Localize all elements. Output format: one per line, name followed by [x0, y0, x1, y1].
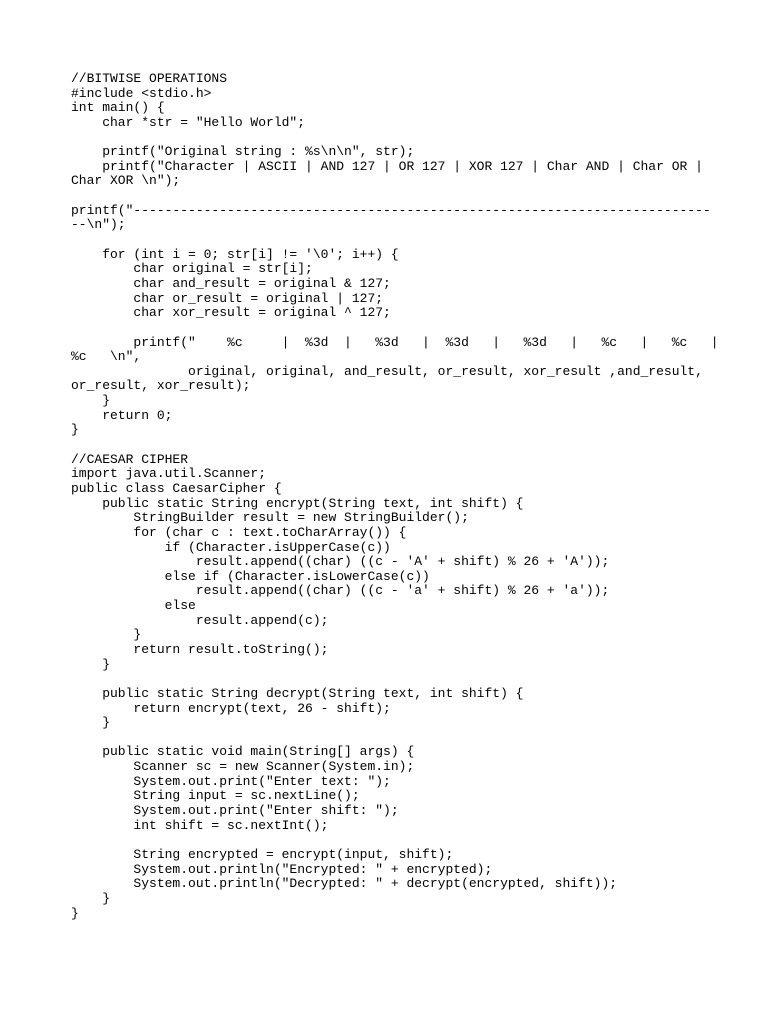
code-line: for (char c : text.toCharArray()) { [71, 524, 407, 540]
code-line [71, 189, 701, 204]
code-line: printf("Original string : %s\n\n", str); [71, 144, 415, 160]
code-line: printf("-------------------------------------------------------------------------- [71, 202, 711, 218]
code-line: result.append(c); [71, 612, 329, 628]
code-line: System.out.println("Decrypted: " + decrypt(encrypted, shift)); [71, 876, 618, 892]
code-line: } [71, 627, 142, 643]
code-line: result.append((char) ((c - 'A' + shift) % 26 + 'A')); [71, 554, 610, 570]
code-line: or_result, xor_result); [71, 378, 251, 394]
code-line: original, original, and_result, or_result, xor_result ,and_result, [71, 363, 703, 379]
code-line: public static void main(String[] args) { [71, 744, 415, 760]
code-line: } [71, 905, 79, 921]
code-line: //CAESAR CIPHER [71, 451, 189, 467]
code-line: System.out.print("Enter text: "); [71, 773, 391, 789]
code-listing [71, 71, 719, 921]
code-line: Scanner sc = new Scanner(System.in); [71, 759, 415, 775]
code-line: int shift = sc.nextInt(); [71, 817, 329, 833]
code-line: for (int i = 0; str[i] != '\0'; i++) { [71, 246, 399, 262]
code-line: if (Character.isUpperCase(c)) [71, 539, 391, 555]
code-line: return 0; [71, 407, 173, 423]
code-line: public static String encrypt(String text, int shift) { [71, 495, 524, 511]
code-line: %c \n", [71, 349, 142, 365]
code-line: char or_result = original | 127; [71, 290, 384, 306]
code-line: printf(" %c | %3d | %3d | %3d | %3d | %c | %c | [71, 334, 719, 350]
code-line: import java.util.Scanner; [71, 466, 267, 482]
code-line: } [71, 890, 111, 906]
code-line: char *str = "Hello World"; [71, 114, 306, 130]
code-line: String input = sc.nextLine(); [71, 788, 360, 804]
code-line: System.out.print("Enter shift: "); [71, 803, 399, 819]
code-line: System.out.println("Encrypted: " + encrypted); [71, 861, 493, 877]
code-line [71, 833, 701, 848]
code-line: String encrypted = encrypt(input, shift); [71, 846, 454, 862]
code-line [71, 438, 701, 453]
code-line: StringBuilder result = new StringBuilder(); [71, 510, 469, 526]
code-line [71, 233, 701, 248]
code-line: else [71, 598, 196, 614]
code-line: else if (Character.isLowerCase(c)) [71, 568, 430, 584]
code-line: --\n"); [71, 217, 126, 233]
code-line: public class CaesarCipher { [71, 480, 282, 496]
code-line: printf("Character | ASCII | AND 127 | OR 127 | XOR 127 | Char AND | Char OR | [71, 158, 703, 174]
code-line: #include <stdio.h> [71, 85, 212, 101]
code-line: char and_result = original & 127; [71, 275, 391, 291]
code-line: //BITWISE OPERATIONS [71, 71, 228, 86]
code-line: result.append((char) ((c - 'a' + shift) % 26 + 'a')); [71, 583, 610, 599]
code-line: char xor_result = original ^ 127; [71, 305, 391, 321]
code-line: public static String decrypt(String text, int shift) { [71, 685, 524, 701]
code-line: return result.toString(); [71, 641, 329, 657]
code-line [71, 131, 701, 146]
code-line: Char XOR \n"); [71, 173, 181, 189]
code-line: } [71, 715, 111, 731]
code-line: int main() { [71, 100, 165, 116]
code-line: } [71, 422, 79, 438]
code-line: char original = str[i]; [71, 261, 313, 277]
code-line [71, 672, 701, 687]
code-line [71, 321, 701, 336]
code-line: return encrypt(text, 26 - shift); [71, 700, 391, 716]
code-line: } [71, 656, 111, 672]
code-line [71, 731, 701, 746]
code-line: } [71, 393, 111, 409]
